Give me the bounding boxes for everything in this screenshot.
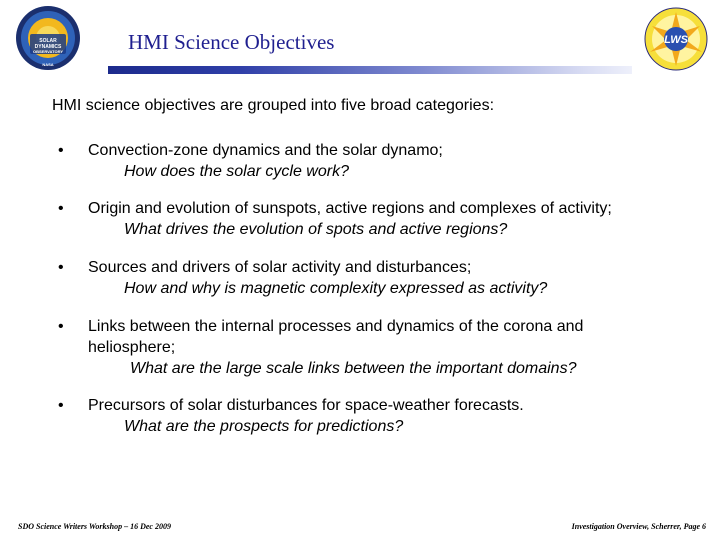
svg-text:SOLAR: SOLAR	[39, 38, 57, 44]
objectives-list	[58, 140, 698, 445]
objective-question: What are the prospects for predictions?	[124, 418, 404, 435]
list-item	[58, 257, 698, 316]
objective-text: Precursors of solar disturbances for space-weather forecasts.	[88, 397, 524, 414]
title-underline-bar	[108, 66, 632, 74]
objective-question: What drives the evolution of spots and active regions?	[124, 221, 508, 238]
footer-event: SDO Science Writers Workshop – 16 Dec 2009	[18, 522, 171, 531]
lws-mission-logo-icon	[636, 4, 716, 74]
sdo-mission-logo-icon	[8, 4, 88, 72]
objective-text: Convection-zone dynamics and the solar dynamo;	[88, 142, 443, 159]
objective-text: Links between the internal processes and dynamics of the corona and	[88, 318, 584, 335]
list-item	[58, 395, 698, 445]
objective-text-continued: heliosphere;	[88, 339, 176, 356]
page-title: HMI Science Objectives	[128, 30, 335, 54]
lws-logo	[636, 4, 716, 74]
intro-text: HMI science objectives are grouped into five broad categories:	[52, 97, 495, 114]
svg-text:LWS: LWS	[664, 34, 688, 46]
objective-text: Sources and drivers of solar activity and disturbances;	[88, 259, 472, 276]
objective-question: How and why is magnetic complexity expressed as activity?	[124, 280, 548, 297]
bullet-icon: •	[58, 142, 64, 159]
objective-text: Origin and evolution of sunspots, active regions and complexes of activity;	[88, 200, 612, 217]
sdo-logo	[8, 4, 88, 72]
svg-text:NASA: NASA	[42, 62, 54, 67]
bullet-icon: •	[58, 397, 64, 414]
objective-question: How does the solar cycle work?	[124, 163, 349, 180]
list-item	[58, 140, 698, 198]
footer-page-info: Investigation Overview, Scherrer, Page 6	[571, 522, 706, 531]
list-item	[58, 198, 698, 257]
bullet-icon: •	[58, 259, 64, 276]
list-item	[58, 316, 698, 395]
svg-text:OBSERVATORY: OBSERVATORY	[32, 49, 64, 54]
svg-text:DYNAMICS: DYNAMICS	[34, 44, 62, 50]
bullet-icon: •	[58, 318, 64, 335]
objective-question: What are the large scale links between the important domains?	[130, 360, 577, 377]
bullet-icon: •	[58, 200, 64, 217]
